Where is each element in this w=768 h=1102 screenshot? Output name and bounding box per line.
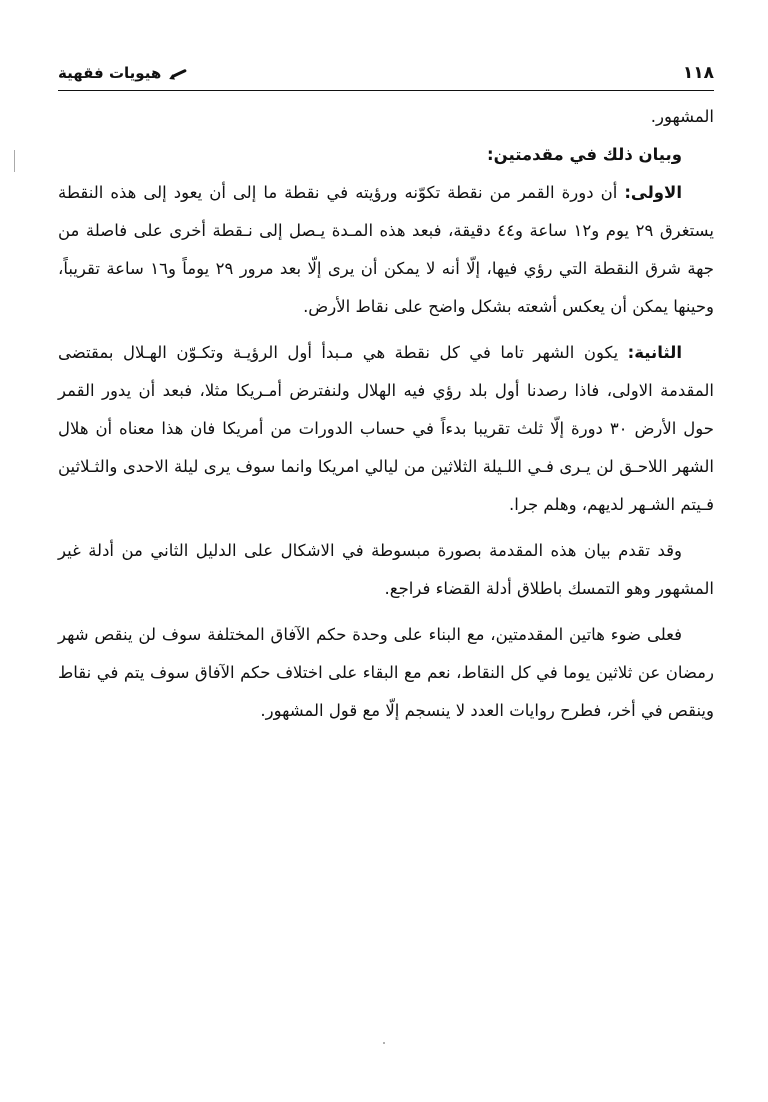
paragraph-gap [58, 608, 714, 616]
second-premise-text: يكون الشهر تاما في كل نقطة هي مـبدأ أول الرؤيـة وتكـوّن الهـلال بمقتضى المقدمة الاولى، فاذا رصدنا أول بلد رؤي فيه الهلال ولنفترض أمـريكا مثلا، فبعد أن يدور القمر حول الأرض ٣٠ دورة إلّا ثلث تقريبا بدءاً في حساب الدورات من أمريكا فان هذا معناه أن هلال الشهر اللاحـق لن يـرى فـي اللـيلة الثلاثين من ليالي امريكا وانما سوف يرى ليلة الاحدى والثـلاثين فـيتم الشـهر لديهم، وهلم جرا. [58, 343, 714, 514]
first-premise-text: أن دورة القمر من نقطة تكوّنه ورؤيته في نقطة ما إلى أن يعود إلى هذه النقطة يستغرق ٢٩ يوم و١٢ ساعة و٤٤ دقيقة، فبعد هذه المـدة يـصل إلى نـقطة أخرى على فاصلة من جهة شرق النقطة التي رؤي فيها، إلّا أنه لا يمكن أن يرى إلّا بعد مرور ٢٩ يوماً و١٦ ساعة تقريباً، وحينها يمكن أن يعكس أشعته بشكل واضح على نقاط الأرض. [58, 183, 714, 316]
running-title: هيويات فقهية [58, 64, 162, 82]
first-premise-label: الاولى: [624, 183, 682, 202]
running-title-group [58, 62, 189, 84]
paragraph-gap [58, 524, 714, 532]
paragraph-conclusion: فعلى ضوء هاتين المقدمتين، مع البناء على وحدة حكم الآفاق المختلفة سوف لن ينقص شهر رمضان عن ثلاثين يوما في كل النقاط، نعم مع البقاء على اختلاف حكم الآفاق سوف يتم في نقاط وينقص في أخر، فطرح روايات العدد لا ينسجم إلّا مع قول المشهور. [58, 625, 714, 720]
page-header [58, 62, 714, 88]
paragraph-intro: وبيان ذلك في مقدمتين: [487, 145, 682, 164]
paragraph-gap [58, 326, 714, 334]
pen-icon [169, 66, 189, 80]
paragraph-continuation: المشهور. [650, 107, 714, 126]
body-text [58, 98, 714, 730]
header-divider [58, 90, 714, 91]
page-speck [383, 1042, 385, 1044]
paragraph-first-premise [58, 174, 714, 326]
second-premise-label: الثانية: [627, 343, 682, 362]
margin-mark [14, 150, 15, 172]
paragraph-reference: وقد تقدم بيان هذه المقدمة بصورة مبسوطة في الاشكال على الدليل الثاني من أدلة غير المشهور وهو التمسك باطلاق أدلة القضاء فراجع. [58, 541, 714, 598]
page-number: ١١٨ [682, 63, 714, 83]
paragraph-second-premise [58, 334, 714, 524]
